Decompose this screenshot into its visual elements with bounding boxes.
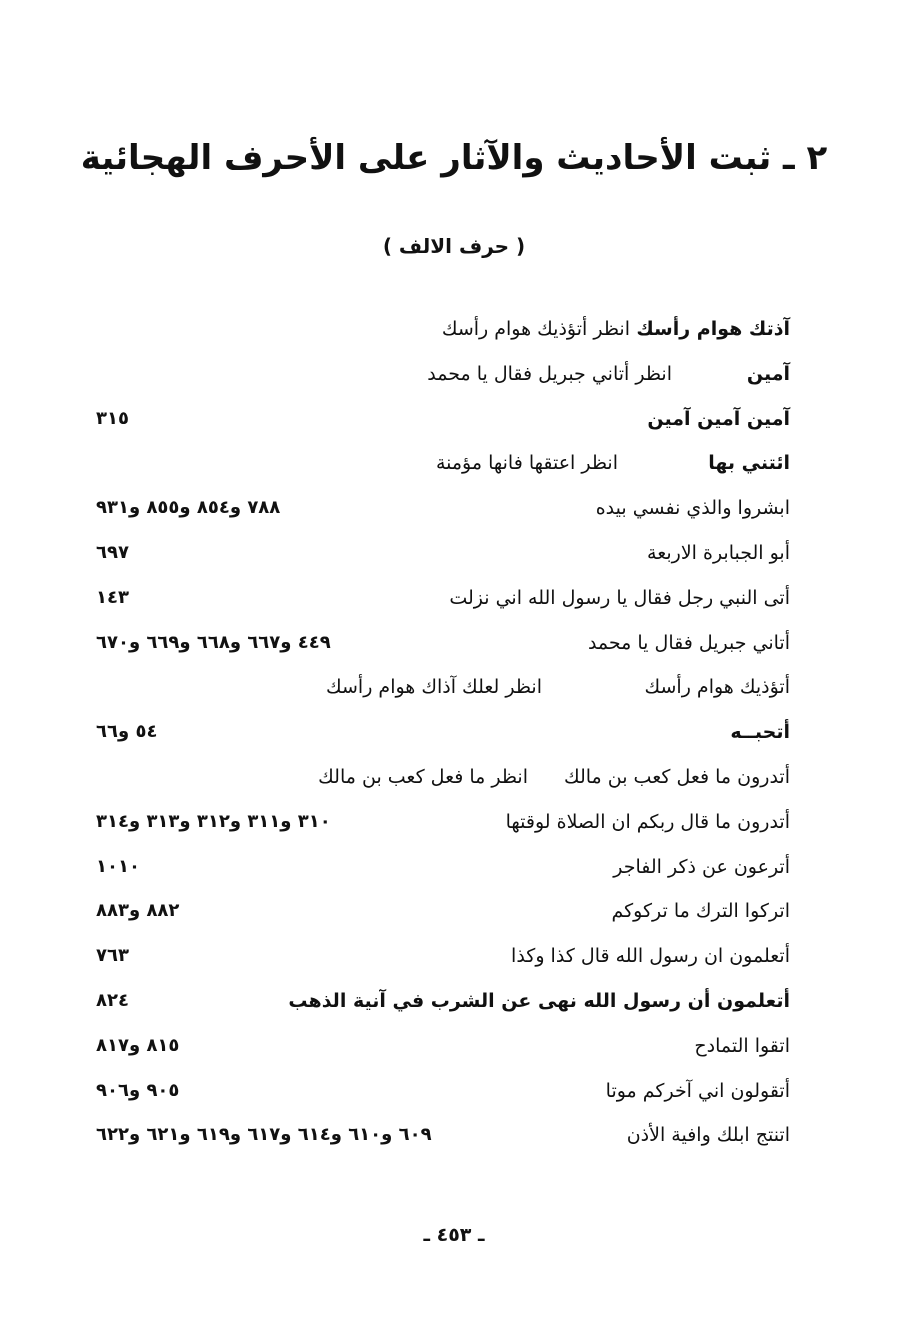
list-item <box>90 622 790 667</box>
list-item <box>90 1114 790 1159</box>
hadith-numbers: ١٠١٠ <box>96 855 140 877</box>
hadith-numbers: ٣١٠ و٣١١ و٣١٢ و٣١٣ و٣١٤ <box>96 810 331 832</box>
see-reference: انظر أتؤذيك هوام رأسك <box>441 318 630 340</box>
list-item <box>90 1070 790 1115</box>
hadith-text: آمين آمين آمين <box>647 407 790 430</box>
page-title: ٢ ـ ثبت الأحاديث والآثار على الأحرف الهجائية <box>80 138 828 178</box>
hadith-text: ائتني بها <box>708 452 790 475</box>
hadith-numbers: ٨١٥ و٨١٧ <box>96 1034 180 1056</box>
hadith-numbers: ١٤٣ <box>96 586 129 608</box>
hadith-text: آذتك هوام رأسك <box>636 318 790 340</box>
hadith-text: أتحبــه <box>730 721 790 744</box>
hadith-text: أتعلمون أن رسول الله نهى عن الشرب في آنية الذهب <box>288 989 790 1012</box>
see-reference: انظر أتاني جبريل فقال يا محمد <box>427 362 672 385</box>
list-item <box>90 935 790 980</box>
list-item <box>90 711 790 756</box>
hadith-text: أتدرون ما قال ربكم ان الصلاة لوقتها <box>505 810 790 833</box>
hadith-text: ابشروا والذي نفسي بيده <box>595 497 790 520</box>
see-reference: انظر ما فعل كعب بن مالك <box>318 765 528 788</box>
list-item <box>90 532 790 577</box>
entry-list <box>90 308 790 1159</box>
list-item <box>90 756 790 801</box>
hadith-text: أتقولون اني آخركم موتا <box>605 1079 790 1102</box>
list-item <box>90 666 790 711</box>
hadith-numbers: ٨٨٢ و٨٨٣ <box>96 900 180 922</box>
hadith-text: آمين <box>746 362 790 385</box>
hadith-text: اتركوا الترك ما تركوكم <box>611 900 790 923</box>
list-item <box>90 846 790 891</box>
hadith-text: أتدرون ما فعل كعب بن مالك <box>563 765 790 788</box>
hadith-text: اتقوا التمادح <box>694 1034 790 1057</box>
hadith-text: أتى النبي رجل فقال يا رسول الله اني نزلت <box>449 586 790 609</box>
hadith-text: أتعلمون ان رسول الله قال كذا وكذا <box>511 945 790 968</box>
hadith-numbers: ٤٤٩ و٦٦٧ و٦٦٨ و٦٦٩ و٦٧٠ <box>96 631 331 653</box>
hadith-numbers: ٨٢٤ <box>96 989 129 1011</box>
list-item <box>90 442 790 487</box>
see-reference: انظر لعلك آذاك هوام رأسك <box>326 676 542 699</box>
page-number: ـ ٤٥٣ ـ <box>423 1224 485 1246</box>
hadith-text: أتاني جبريل فقال يا محمد <box>587 631 790 654</box>
list-item <box>90 980 790 1025</box>
see-reference: انظر اعتقها فانها مؤمنة <box>435 452 618 475</box>
list-item <box>90 308 790 353</box>
list-item <box>90 1025 790 1070</box>
list-item <box>90 890 790 935</box>
hadith-numbers: ٥٤ و٦٦ <box>96 721 158 743</box>
list-item <box>90 398 790 443</box>
hadith-numbers: ٧٨٨ و٨٥٤ و٨٥٥ و٩٣١ <box>96 497 281 519</box>
hadith-numbers: ٩٠٥ و٩٠٦ <box>96 1079 180 1101</box>
hadith-text: أبو الجبابرة الاربعة <box>647 541 790 564</box>
list-item <box>90 801 790 846</box>
list-item <box>90 577 790 622</box>
list-item <box>90 487 790 532</box>
hadith-numbers: ٧٦٣ <box>96 945 129 967</box>
hadith-numbers: ٦٠٩ و٦١٠ و٦١٤ و٦١٧ و٦١٩ و٦٢١ و٦٢٢ <box>96 1124 432 1146</box>
hadith-text: أترعون عن ذكر الفاجر <box>613 855 790 878</box>
hadith-numbers: ٣١٥ <box>96 407 129 429</box>
hadith-numbers: ٦٩٧ <box>96 541 129 563</box>
section-heading: ( حرف الالف ) <box>382 234 526 258</box>
list-item <box>90 353 790 398</box>
hadith-text: اتنتج ابلك وافية الأذن <box>626 1124 790 1147</box>
hadith-text: أتؤذيك هوام رأسك <box>644 676 790 699</box>
